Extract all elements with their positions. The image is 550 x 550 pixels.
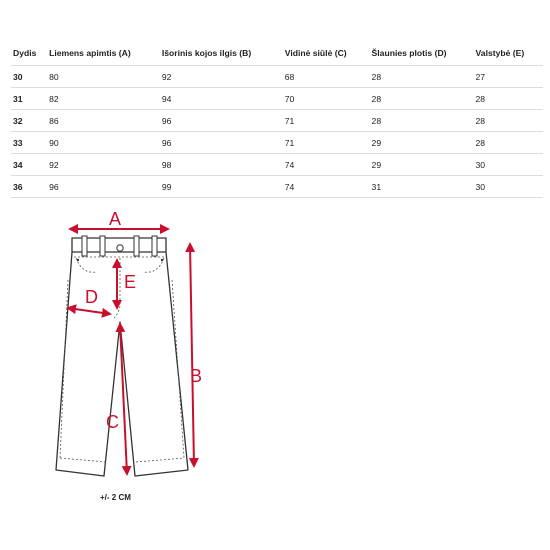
cell-inseam: 68 xyxy=(283,66,370,88)
cell-size: 32 xyxy=(11,110,47,132)
cell-rise: 28 xyxy=(474,132,543,154)
header-inseam: Vidinė siūlė (C) xyxy=(284,47,347,58)
label-c: C xyxy=(106,412,119,432)
waist-button xyxy=(117,245,123,251)
cell-thigh: 31 xyxy=(370,176,474,198)
cell-thigh: 29 xyxy=(370,132,474,154)
cell-size: 31 xyxy=(11,88,47,110)
cell-waist: 82 xyxy=(47,88,160,110)
cell-rise: 27 xyxy=(474,66,543,88)
cell-thigh: 28 xyxy=(370,88,474,110)
cell-waist: 90 xyxy=(47,132,160,154)
cell-thigh: 28 xyxy=(370,66,474,88)
label-a: A xyxy=(109,209,122,229)
size-table xyxy=(11,40,543,198)
pants-diagram-svg xyxy=(40,200,240,520)
cell-rise: 28 xyxy=(474,88,543,110)
cell-rise: 28 xyxy=(474,110,543,132)
cell-inseam: 71 xyxy=(283,110,370,132)
cell-outseam: 99 xyxy=(160,176,283,198)
pants-measurement-diagram xyxy=(40,200,240,520)
cell-rise: 30 xyxy=(474,176,543,198)
table-row xyxy=(11,110,543,132)
cell-inseam: 70 xyxy=(283,88,370,110)
table-row xyxy=(11,88,543,110)
header-size: Dydis xyxy=(13,47,37,58)
cell-size: 33 xyxy=(11,132,47,154)
header-waist: Liemens apimtis (A) xyxy=(49,47,131,58)
cell-waist: 80 xyxy=(47,66,160,88)
table-header-row xyxy=(11,40,543,66)
cell-thigh: 29 xyxy=(370,154,474,176)
measure-c-line xyxy=(120,324,127,474)
header-rise: Valstybė (E) xyxy=(475,47,525,58)
cell-inseam: 74 xyxy=(283,176,370,198)
label-e: E xyxy=(124,272,137,292)
cell-outseam: 96 xyxy=(160,110,283,132)
measure-d-line xyxy=(68,308,110,314)
cell-thigh: 28 xyxy=(370,110,474,132)
table-row xyxy=(11,132,543,154)
cell-size: 36 xyxy=(11,176,47,198)
cell-outseam: 94 xyxy=(160,88,283,110)
cell-rise: 30 xyxy=(474,154,543,176)
cell-size: 30 xyxy=(11,66,47,88)
table-row xyxy=(11,66,543,88)
header-outseam: Išorinis kojos ilgis (B) xyxy=(161,47,252,58)
measure-b-line xyxy=(190,244,194,466)
header-thigh: Šlaunies plotis (D) xyxy=(371,47,447,58)
cell-outseam: 96 xyxy=(160,132,283,154)
cell-waist: 96 xyxy=(47,176,160,198)
cell-outseam: 92 xyxy=(160,66,283,88)
cell-size: 34 xyxy=(11,154,47,176)
table-row xyxy=(11,154,543,176)
cell-inseam: 71 xyxy=(283,132,370,154)
tolerance-note: +/- 2 CM xyxy=(100,493,131,502)
label-d: D xyxy=(85,287,98,307)
label-b: B xyxy=(190,366,203,386)
cell-inseam: 74 xyxy=(283,154,370,176)
cell-outseam: 98 xyxy=(160,154,283,176)
table-row xyxy=(11,176,543,198)
cell-waist: 86 xyxy=(47,110,160,132)
cell-waist: 92 xyxy=(47,154,160,176)
